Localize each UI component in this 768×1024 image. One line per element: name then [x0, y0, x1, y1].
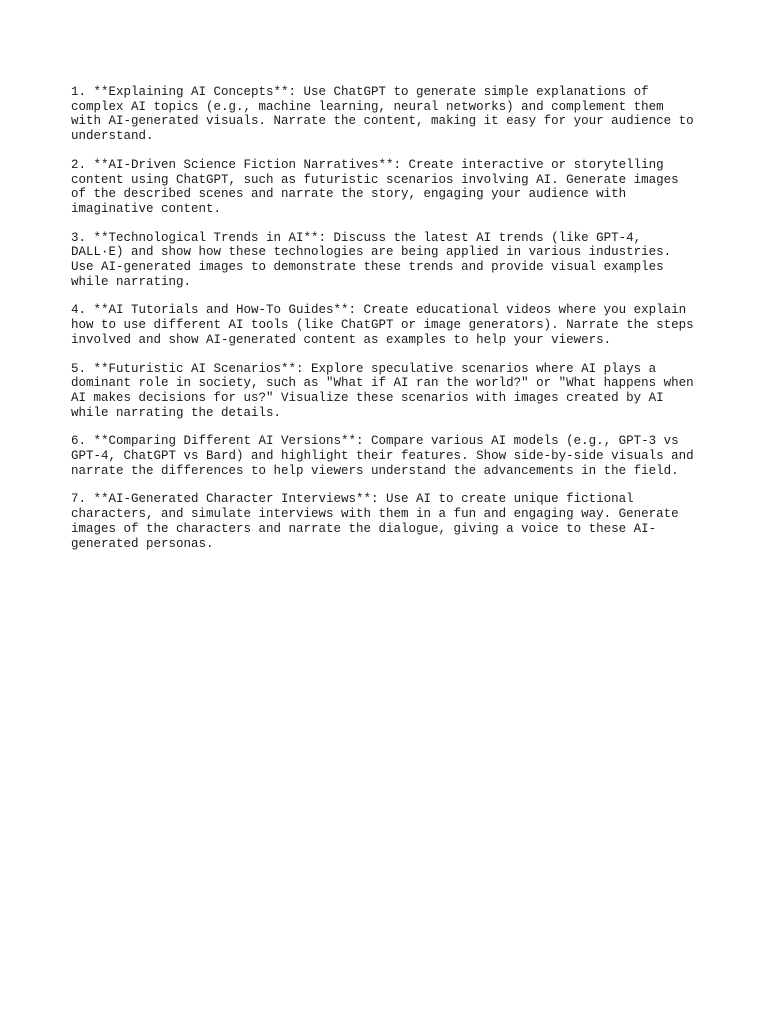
text-line: 6. **Comparing Different AI Versions**: Compare various AI models (e.g., GPT-3 vs	[71, 434, 679, 449]
document-page	[71, 85, 711, 565]
text-line: involved and show AI-generated content as examples to help your viewers.	[71, 332, 612, 347]
text-line: of the described scenes and narrate the story, engaging your audience with	[71, 187, 627, 202]
text-line: while narrating.	[71, 274, 192, 289]
text-line: complex AI topics (e.g., machine learning, neural networks) and complement them	[71, 99, 664, 114]
text-line: images of the characters and narrate the dialogue, giving a voice to these AI-	[71, 521, 657, 536]
text-line: 4. **AI Tutorials and How-To Guides**: Create educational videos where you explain	[71, 303, 687, 318]
text-line: understand.	[71, 129, 154, 144]
text-line: 2. **AI-Driven Science Fiction Narratives**: Create interactive or storytelling	[71, 157, 664, 172]
text-line: 1. **Explaining AI Concepts**: Use ChatGPT to generate simple explanations of	[71, 85, 649, 99]
text-line: AI makes decisions for us?" Visualize these scenarios with images created by AI	[71, 390, 664, 405]
text-line: narrate the differences to help viewers understand the advancements in the field.	[71, 463, 679, 478]
text-line: 7. **AI-Generated Character Interviews**: Use AI to create unique fictional	[71, 492, 634, 507]
text-line: DALL·E) and show how these technologies are being applied in various industries.	[71, 245, 672, 260]
text-line: content using ChatGPT, such as futuristic scenarios involving AI. Generate images	[71, 172, 679, 187]
text-line: characters, and simulate interviews with them in a fun and engaging way. Generate	[71, 507, 679, 522]
paragraph-comparing-ai-versions	[71, 434, 711, 478]
paragraph-ai-tutorials	[71, 303, 711, 347]
text-line: imaginative content.	[71, 201, 222, 216]
text-line: with AI-generated visuals. Narrate the content, making it easy for your audience to	[71, 114, 694, 129]
paragraph-explaining-ai-concepts	[71, 85, 711, 144]
text-line: Use AI-generated images to demonstrate these trends and provide visual examples	[71, 260, 664, 275]
text-line: 5. **Futuristic AI Scenarios**: Explore speculative scenarios where AI plays a	[71, 361, 657, 376]
paragraph-ai-driven-science-fiction	[71, 158, 711, 217]
text-line: dominant role in society, such as "What if AI ran the world?" or "What happens when	[71, 376, 694, 391]
text-line: generated personas.	[71, 536, 214, 551]
text-line: 3. **Technological Trends in AI**: Discuss the latest AI trends (like GPT-4,	[71, 230, 642, 245]
text-line: GPT-4, ChatGPT vs Bard) and highlight their features. Show side-by-side visuals and	[71, 449, 694, 464]
text-line: how to use different AI tools (like ChatGPT or image generators). Narrate the steps	[71, 318, 694, 333]
text-line: while narrating the details.	[71, 405, 282, 420]
paragraph-character-interviews	[71, 492, 711, 551]
paragraph-technological-trends	[71, 231, 711, 290]
paragraph-futuristic-scenarios	[71, 362, 711, 421]
